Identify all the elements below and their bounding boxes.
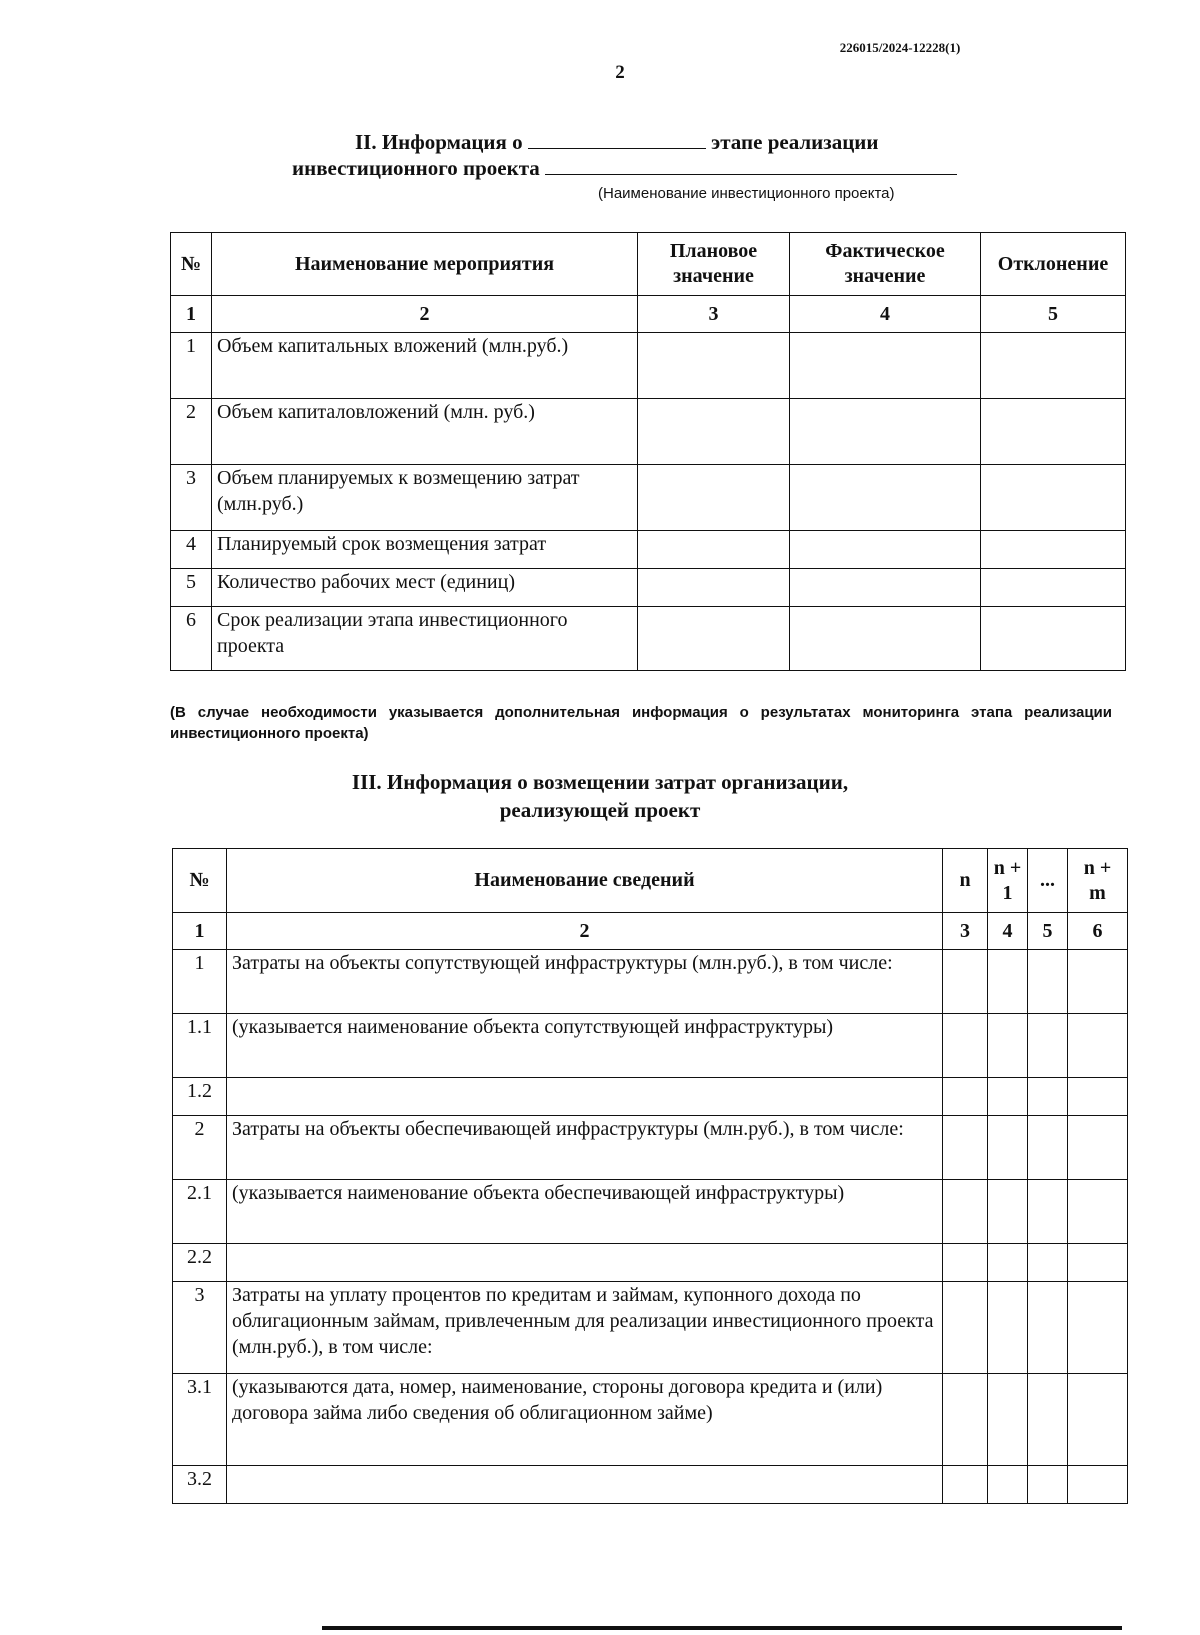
planned-cell — [638, 465, 790, 531]
header-number: № — [173, 849, 227, 913]
row-name: (указывается наименование объекта сопутствующей инфраструктуры) — [227, 1014, 943, 1078]
header-year-n-plus-1: n + 1 — [988, 849, 1028, 913]
value-cell — [988, 1374, 1028, 1466]
header-number: № — [171, 233, 212, 296]
row-number: 3.2 — [173, 1466, 227, 1504]
value-cell — [988, 1078, 1028, 1116]
header-actual-value: Фактическое значение — [790, 233, 981, 296]
row-number: 1 — [171, 333, 212, 399]
value-cell — [988, 1180, 1028, 1244]
row-name: (указывается наименование объекта обеспечивающей инфраструктуры) — [227, 1180, 943, 1244]
value-cell — [988, 1282, 1028, 1374]
section2-title-line1 — [355, 130, 879, 155]
row-name: Планируемый срок возмещения затрат — [212, 531, 638, 569]
cost-reimbursement-table — [172, 848, 1128, 1504]
value-cell — [1068, 1466, 1128, 1504]
row-name — [227, 1466, 943, 1504]
deviation-cell — [981, 333, 1126, 399]
value-cell — [988, 950, 1028, 1014]
actual-cell — [790, 531, 981, 569]
value-cell — [988, 1014, 1028, 1078]
deviation-cell — [981, 569, 1126, 607]
column-number: 5 — [1028, 913, 1068, 950]
column-number: 1 — [173, 913, 227, 950]
project-name-blank-line — [545, 156, 957, 175]
value-cell — [988, 1466, 1028, 1504]
value-cell — [1028, 1116, 1068, 1180]
page-number: 2 — [615, 62, 625, 83]
value-cell — [1068, 1014, 1128, 1078]
stage-blank-line — [528, 130, 706, 149]
bottom-rule — [322, 1626, 1122, 1630]
column-number: 3 — [638, 296, 790, 333]
table-row — [171, 333, 1126, 399]
value-cell — [1028, 1078, 1068, 1116]
value-cell — [1028, 1374, 1068, 1466]
table-row — [171, 531, 1126, 569]
table-row — [173, 1466, 1128, 1504]
actual-cell — [790, 569, 981, 607]
table-row — [171, 607, 1126, 671]
value-cell — [943, 1282, 988, 1374]
value-cell — [1068, 1180, 1128, 1244]
row-number: 5 — [171, 569, 212, 607]
row-number: 2.1 — [173, 1180, 227, 1244]
actual-cell — [790, 333, 981, 399]
value-cell — [1068, 1116, 1128, 1180]
row-name: Объем капиталовложений (млн. руб.) — [212, 399, 638, 465]
actual-cell — [790, 607, 981, 671]
value-cell — [943, 1244, 988, 1282]
row-number: 6 — [171, 607, 212, 671]
value-cell — [943, 1374, 988, 1466]
row-number: 3.1 — [173, 1374, 227, 1466]
planned-cell — [638, 399, 790, 465]
table-row — [171, 399, 1126, 465]
section3-title-line1: III. Информация о возмещении затрат организации, — [351, 770, 849, 794]
document-number: 226015/2024-12228(1) — [839, 40, 961, 55]
column-number-row — [173, 913, 1128, 950]
value-cell — [1068, 1078, 1128, 1116]
row-name — [227, 1244, 943, 1282]
value-cell — [1028, 1244, 1068, 1282]
column-number: 6 — [1068, 913, 1128, 950]
header-year-n-plus-m: n + m — [1068, 849, 1128, 913]
table-row — [173, 1180, 1128, 1244]
row-name — [227, 1078, 943, 1116]
section3-title-line2: реализующей проект — [499, 798, 701, 822]
deviation-cell — [981, 465, 1126, 531]
planned-cell — [638, 333, 790, 399]
section2-title-part1: II. Информация о — [355, 130, 523, 154]
value-cell — [943, 1078, 988, 1116]
value-cell — [1028, 950, 1068, 1014]
deviation-cell — [981, 531, 1126, 569]
row-number: 1.2 — [173, 1078, 227, 1116]
table-row — [173, 1014, 1128, 1078]
header-year-n: n — [943, 849, 988, 913]
value-cell — [988, 1116, 1028, 1180]
row-number: 2.2 — [173, 1244, 227, 1282]
value-cell — [1028, 1180, 1068, 1244]
section2-title-line2-text: инвестиционного проекта — [292, 156, 540, 180]
column-number: 4 — [790, 296, 981, 333]
column-number-row — [171, 296, 1126, 333]
value-cell — [1068, 1244, 1128, 1282]
deviation-cell — [981, 399, 1126, 465]
header-ellipsis: ... — [1028, 849, 1068, 913]
section2-title-line2 — [292, 156, 957, 181]
column-number: 2 — [212, 296, 638, 333]
row-name: Объем планируемых к возмещению затрат (млн.руб.) — [212, 465, 638, 531]
row-name: Затраты на объекты сопутствующей инфраструктуры (млн.руб.), в том числе: — [227, 950, 943, 1014]
value-cell — [1068, 1374, 1128, 1466]
row-number: 1.1 — [173, 1014, 227, 1078]
header-event-name: Наименование мероприятия — [212, 233, 638, 296]
row-number: 1 — [173, 950, 227, 1014]
table-row — [173, 1282, 1128, 1374]
table-header-row — [171, 233, 1126, 296]
planned-cell — [638, 569, 790, 607]
value-cell — [943, 1180, 988, 1244]
row-number: 2 — [173, 1116, 227, 1180]
column-number: 5 — [981, 296, 1126, 333]
value-cell — [943, 1116, 988, 1180]
row-number: 3 — [173, 1282, 227, 1374]
value-cell — [1068, 950, 1128, 1014]
row-name: Срок реализации этапа инвестиционного проекта — [212, 607, 638, 671]
row-number: 3 — [171, 465, 212, 531]
row-name: Объем капитальных вложений (млн.руб.) — [212, 333, 638, 399]
table-row — [173, 1374, 1128, 1466]
section2-title-part2: этапе реализации — [711, 130, 879, 154]
actual-cell — [790, 399, 981, 465]
row-name: (указываются дата, номер, наименование, стороны договора кредита и (или) договора займа либо сведения об облигационном займе) — [227, 1374, 943, 1466]
header-deviation: Отклонение — [981, 233, 1126, 296]
value-cell — [988, 1244, 1028, 1282]
value-cell — [1068, 1282, 1128, 1374]
table-row — [173, 950, 1128, 1014]
stage-info-table — [170, 232, 1126, 671]
header-info-name: Наименование сведений — [227, 849, 943, 913]
table-row — [173, 1116, 1128, 1180]
row-number: 2 — [171, 399, 212, 465]
table-row — [173, 1244, 1128, 1282]
project-name-caption: (Наименование инвестиционного проекта) — [598, 185, 895, 202]
monitoring-note: (В случае необходимости указывается дополнительная информация о результатах мониторинга этапа реализации инвестиционного проекта) — [170, 704, 1112, 742]
row-number: 4 — [171, 531, 212, 569]
table-row — [171, 465, 1126, 531]
value-cell — [943, 1014, 988, 1078]
column-number: 2 — [227, 913, 943, 950]
column-number: 4 — [988, 913, 1028, 950]
table-row — [173, 1078, 1128, 1116]
table-row — [171, 569, 1126, 607]
value-cell — [943, 1466, 988, 1504]
table-header-row — [173, 849, 1128, 913]
column-number: 1 — [171, 296, 212, 333]
value-cell — [1028, 1282, 1068, 1374]
deviation-cell — [981, 607, 1126, 671]
row-name: Затраты на объекты обеспечивающей инфраструктуры (млн.руб.), в том числе: — [227, 1116, 943, 1180]
actual-cell — [790, 465, 981, 531]
value-cell — [1028, 1466, 1068, 1504]
value-cell — [943, 950, 988, 1014]
column-number: 3 — [943, 913, 988, 950]
planned-cell — [638, 531, 790, 569]
row-name: Количество рабочих мест (единиц) — [212, 569, 638, 607]
row-name: Затраты на уплату процентов по кредитам и займам, купонного дохода по облигационным займам, привлеченным для реализации инвестиционного проекта (млн.руб.), в том числе: — [227, 1282, 943, 1374]
header-planned-value: Плановое значение — [638, 233, 790, 296]
value-cell — [1028, 1014, 1068, 1078]
planned-cell — [638, 607, 790, 671]
